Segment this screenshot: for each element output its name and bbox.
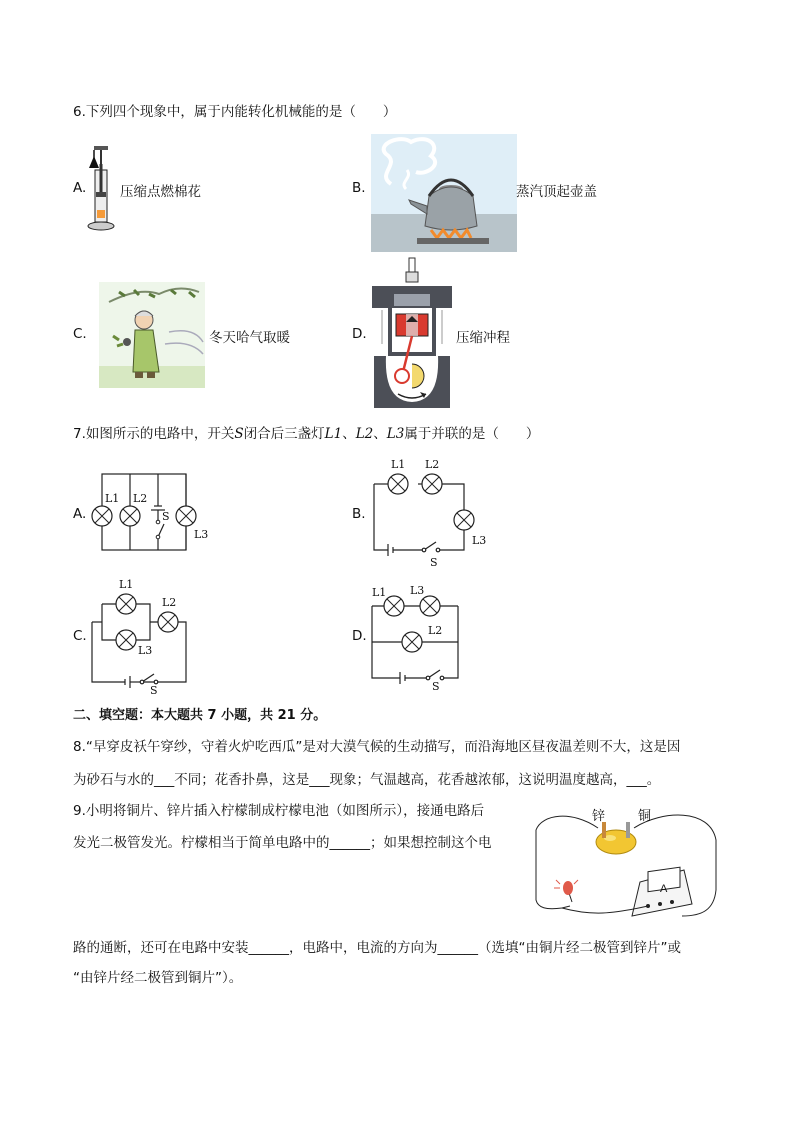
circuit-d-l3-label: L3 <box>410 584 425 597</box>
circuit-a-l1-label: L1 <box>105 492 120 505</box>
q7-lamp-label-3: L3 <box>386 426 405 442</box>
lemon-battery-figure <box>532 800 722 920</box>
q8-line1: 8.“早穿皮袄午穿纱，守着火炉吃西瓜”是对大漠气候的生动描写，而沿海地区昼夜温差则不大，这是因 <box>73 739 681 755</box>
q7-option-a-letter: A. <box>73 506 87 522</box>
q6-option-d-text: 压缩冲程 <box>456 330 510 346</box>
circuit-d-l1-label: L1 <box>372 586 387 599</box>
kettle-steam-figure <box>371 134 517 252</box>
copper-label: 铜 <box>638 808 652 823</box>
q6-option-b-text: 蒸汽顶起壶盖 <box>516 184 597 200</box>
q7-option-d-letter: D. <box>352 628 367 644</box>
q6-option-a-text: 压缩点燃棉花 <box>120 184 201 200</box>
q7-option-b-letter: B. <box>352 506 366 522</box>
circuit-b-l1-label: L1 <box>391 458 406 471</box>
circuit-d-switch-label: S <box>432 680 440 692</box>
circuit-c-l1-label: L1 <box>119 578 134 591</box>
circuit-b-l2-label: L2 <box>425 458 440 471</box>
q6-option-d-letter: D. <box>352 326 367 342</box>
circuit-c-l2-label: L2 <box>162 596 177 609</box>
circuit-b-l3-label: L3 <box>472 534 487 547</box>
q9-line3: 路的通断，还可在电路中安装______，电路中，电流的方向为______（选填“由铜片经二极管到锌片”或 <box>73 940 681 956</box>
q6-stem: 6.下列四个现象中，属于内能转化机械能的是（ ） <box>73 104 397 120</box>
circuit-b-switch-label: S <box>430 556 438 568</box>
winter-breath-figure <box>99 282 205 388</box>
circuit-c-switch-label: S <box>150 684 158 696</box>
q9-line1: 9.小明将铜片、锌片插入柠檬制成柠檬电池（如图所示），接通电路后 <box>73 803 485 819</box>
q6-option-b-letter: B. <box>352 180 366 196</box>
circuit-d-l2-label: L2 <box>428 624 443 637</box>
circuit-d <box>366 578 476 692</box>
q9-line4: “由锌片经二极管到铜片”）。 <box>73 970 243 986</box>
q7-lamp-label-2: L2 <box>355 426 374 442</box>
circuit-a-switch-label: S <box>162 510 170 523</box>
q7-stem-s: S <box>234 426 244 442</box>
circuit-b <box>366 456 496 568</box>
fire-syringe-figure <box>86 144 116 232</box>
section2-heading: 二、填空题：本大题共 7 小题，共 21 分。 <box>73 708 327 723</box>
engine-compression-stroke-figure <box>368 256 456 414</box>
q7-stem-post: 属于并联的是（ ） <box>404 426 540 442</box>
ammeter-label: A <box>660 883 668 895</box>
circuit-a-l2-label: L2 <box>133 492 148 505</box>
q7-stem: 7.如图所示的电路中，开关S闭合后三盏灯L1、L2、L3属于并联的是（ ） <box>73 426 540 442</box>
q7-stem-pre: 7.如图所示的电路中，开关 <box>73 426 235 442</box>
q7-stem-mid: 闭合后三盏灯 <box>243 426 325 442</box>
q6-option-a-letter: A. <box>73 180 87 196</box>
zinc-label: 锌 <box>592 808 606 823</box>
circuit-a <box>90 462 220 558</box>
q6-option-c-letter: C. <box>73 326 87 342</box>
circuit-a-l3-label: L3 <box>194 528 209 541</box>
circuit-c-l3-label: L3 <box>138 644 153 657</box>
q9-line2: 发光二极管发光。柠檬相当于简单电路中的______；如果想控制这个电 <box>73 835 492 851</box>
q7-option-c-letter: C. <box>73 628 87 644</box>
q7-lamp-label-1: L1 <box>324 426 343 442</box>
q6-option-c-text: 冬天哈气取暖 <box>209 330 290 346</box>
q8-line2: 为砂石与水的___不同；花香扑鼻，这是___现象；气温越高，花香越浓郁，这说明温度越高，___。 <box>73 772 661 788</box>
circuit-c <box>86 572 206 696</box>
